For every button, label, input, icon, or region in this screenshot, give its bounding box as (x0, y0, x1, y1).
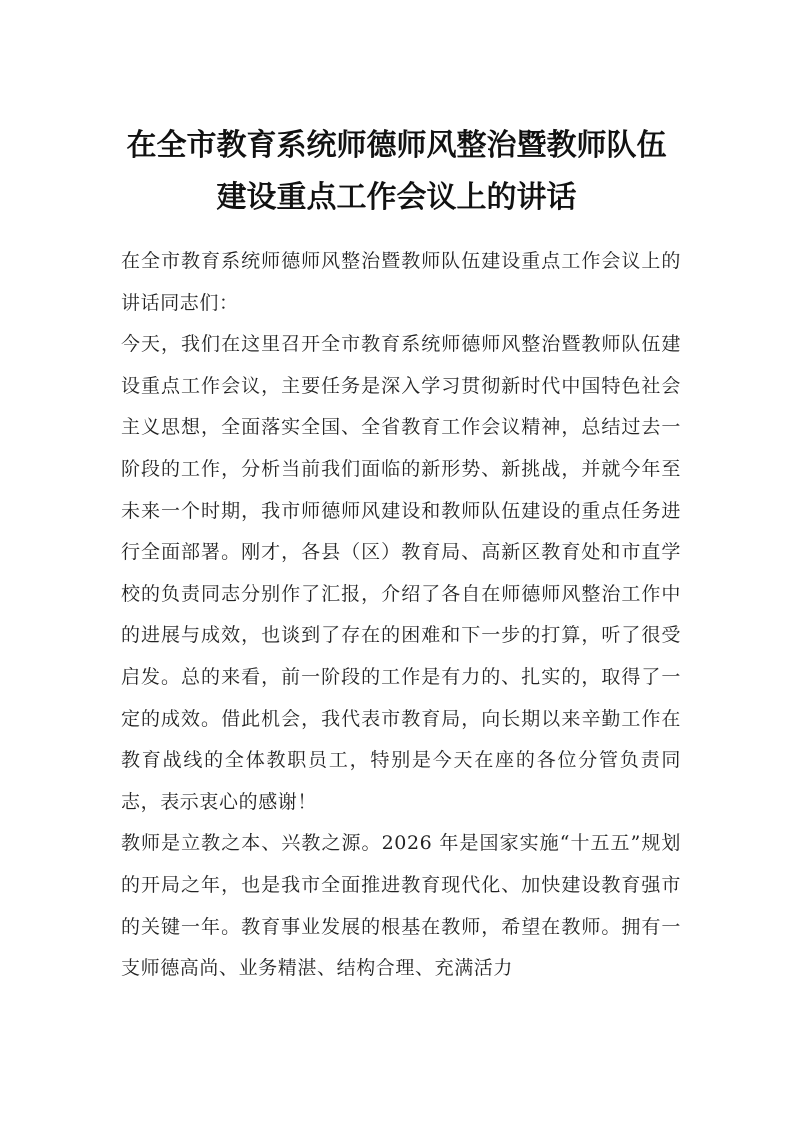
document-body (121, 241, 681, 990)
paragraph-teachers: 教师是立教之本、兴教之源。2026 年是国家实施“十五五”规划的开局之年，也是我市全面推进教育现代化、加快建设教育强市的关键一年。教育事业发展的根基在教师，希望在教师。拥有一支师德高尚、业务精湛、结构合理、充满活力 (121, 832, 681, 980)
paragraph-introduction: 今天，我们在这里召开全市教育系统师德师风整治暨教师队伍建设重点工作会议，主要任务是深入学习贯彻新时代中国特色社会主义思想，全面落实全国、全省教育工作会议精神，总结过去一阶段的工作，分析当前我们面临的新形势、新挑战，并就今年至未来一个时期，我市师德师风建设和教师队伍建设的重点任务进行全面部署。刚才，各县（区）教育局、高新区教育处和市直学校的负责同志分别作了汇报，介绍了各自在师德师风整治工作中的进展与成效，也谈到了存在的困难和下一步的打算，听了很受启发。总的来看，前一阶段的工作是有力的、扎实的，取得了一定的成效。借此机会，我代表市教育局，向长期以来辛勤工作在教育战线的全体教职员工，特别是今天在座的各位分管负责同志，表示衷心的感谢！ (121, 333, 681, 813)
document-title (100, 120, 693, 224)
title-line-2: 建设重点工作会议上的讲话 (216, 180, 577, 215)
paragraph-opening: 在全市教育系统师德师风整治暨教师队伍建设重点工作会议上的讲话同志们： (121, 250, 681, 314)
title-line-1: 在全市教育系统师德师风整治暨教师队伍 (126, 128, 667, 163)
